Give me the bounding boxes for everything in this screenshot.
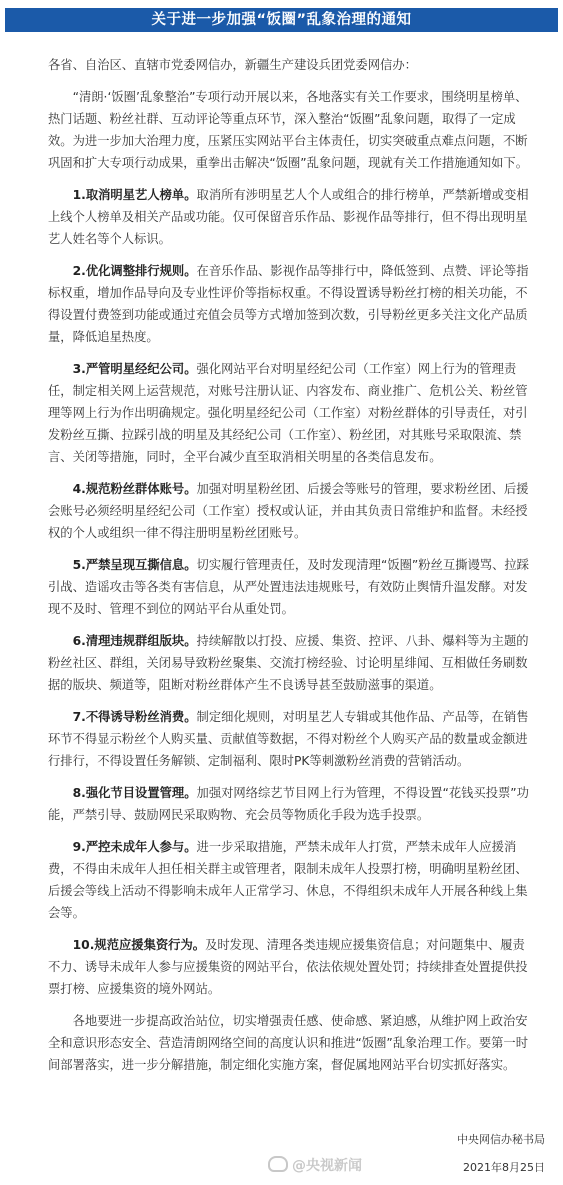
title-banner	[0, 0, 563, 40]
document-body	[48, 54, 530, 1076]
salutation: 各省、自治区、直辖市党委网信办，新疆生产建设兵团党委网信办：	[48, 58, 417, 72]
measure-text: 取消所有涉明星艺人个人或组合的排行榜单，严禁新增或变相上线个人榜单及相关产品或功能。仅可保留音乐作品、影视作品等排行，但不得出现明星艺人姓名等个人标识。	[48, 188, 529, 246]
measure-item	[48, 630, 530, 696]
source-watermark	[268, 1155, 362, 1175]
measure-number: 8.	[72, 786, 86, 800]
measure-number: 1.	[72, 188, 86, 202]
measure-heading: 严管明星经纪公司。	[85, 362, 197, 376]
weibo-logo-icon	[268, 1156, 288, 1172]
measure-item	[48, 184, 530, 250]
measure-heading: 严控未成年人参与。	[85, 840, 197, 854]
measure-heading: 清理违规群组版块。	[85, 634, 197, 648]
measure-text: 强化网站平台对明星经纪公司（工作室）网上行为的管理责任，制定相关网上运营规范，对账号注册认证、内容发布、商业推广、危机公关、粉丝管理等网上行为作出明确规定。强化明星经纪公司（工作室）对粉丝群体的引导责任，对引发粉丝互撕、拉踩引战的明星及其经纪公司（工作室）、粉丝团，对其账号采取限流、禁言、关闭等措施，同时，全平台减少直至取消相关明星的各类信息发布。	[48, 362, 528, 464]
measure-number: 2.	[72, 264, 86, 278]
measure-text: 加强对明星粉丝团、后援会等账号的管理，要求粉丝团、后援会账号必须经明星经纪公司（工作室）授权或认证，并由其负责日常维护和监督。未经授权的个人或组织一律不得注册明星粉丝团账号。	[48, 482, 529, 540]
measure-item	[48, 358, 530, 468]
measure-number: 5.	[72, 558, 86, 572]
measure-heading: 优化调整排行规则。	[85, 264, 197, 278]
intro-paragraph: “清朗·‘饭圈’乱象整治”专项行动开展以来，各地落实有关工作要求，围绕明星榜单、热门话题、粉丝社群、互动评论等重点环节，深入整治“饭圈”乱象问题，取得了一定成效。为进一步加大治理力度，压紧压实网站平台主体责任，切实突破重点难点问题，不断巩固和扩大专项行动成果，重拳出击解决“饭圈”乱象问题，现就有关工作措施通知如下。	[48, 90, 529, 170]
measure-item	[48, 782, 530, 826]
measure-number: 3.	[72, 362, 86, 376]
measure-heading: 规范应援集资行为。	[94, 938, 206, 952]
measure-text: 制定细化规则，对明星艺人专辑或其他作品、产品等，在销售环节不得显示粉丝个人购买量、贡献值等数据，不得对粉丝个人购买产品的数量或金额进行排行，不得设置任务解锁、定制福利、限时PK等刺激粉丝消费的营销活动。	[48, 710, 529, 768]
measure-item	[48, 260, 530, 348]
measure-heading: 取消明星艺人榜单。	[85, 188, 197, 202]
watermark-text: @央视新闻	[292, 1158, 362, 1174]
measure-text: 持续解散以打投、应援、集资、控评、八卦、爆料等为主题的粉丝社区、群组，关闭易导致粉丝聚集、交流打榜经验、讨论明星绯闻、互相做任务刷数据的版块、频道等，阻断对粉丝群体产生不良诱导甚至鼓励滋事的渠道。	[48, 634, 529, 692]
measure-text: 进一步采取措施，严禁未成年人打赏，严禁未成年人应援消费，不得由未成年人担任相关群主或管理者，限制未成年人投票打榜，明确明星粉丝团、后援会等线上活动不得影响未成年人正常学习、休息，不得组织未成年人开展各种线上集会等。	[48, 840, 528, 920]
measure-heading: 严禁呈现互撕信息。	[85, 558, 197, 572]
measure-number: 9.	[72, 840, 86, 854]
measure-item	[48, 554, 530, 620]
measure-text: 加强对网络综艺节目网上行为管理，不得设置“花钱买投票”功能，严禁引导、鼓励网民采取购物、充会员等物质化手段为选手投票。	[48, 786, 529, 822]
measure-item	[48, 836, 530, 924]
measure-text: 切实履行管理责任，及时发现清理“饭圈”粉丝互撕谩骂、拉踩引战、造谣攻击等各类有害信息，从严处置违法违规账号，有效防止舆情升温发酵。对发现不及时、管理不到位的网站平台从重处罚。	[48, 558, 529, 616]
measure-text: 及时发现、清理各类违规应援集资信息；对问题集中、履责不力、诱导未成年人参与应援集资的网站平台，依法依规处置处罚；持续排查处置提供投票打榜、应援集资的境外网站。	[48, 938, 528, 996]
measure-number: 7.	[72, 710, 86, 724]
measure-text: 在音乐作品、影视作品等排行中，降低签到、点赞、评论等指标权重，增加作品导向及专业性评价等指标权重。不得设置诱导粉丝打榜的相关功能，不得设置付费签到功能或通过充值会员等方式增加签到次数，引导粉丝更多关注文化产品质量，降低追星热度。	[48, 264, 529, 344]
measure-heading: 不得诱导粉丝消费。	[85, 710, 197, 724]
closing-paragraph: 各地要进一步提高政治站位，切实增强责任感、使命感、紧迫感，从维护网上政治安全和意识形态安全、营造清朗网络空间的高度认识和推进“饭圈”乱象治理工作。要第一时间部署落实，进一步分解措施，制定细化实施方案，督促属地网站平台切实抓好落实。	[48, 1014, 529, 1072]
measure-heading: 规范粉丝群体账号。	[85, 482, 197, 496]
measure-number: 4.	[72, 482, 86, 496]
measure-item	[48, 706, 530, 772]
measure-item	[48, 478, 530, 544]
document-title: 关于进一步加强“饭圈”乱象治理的通知	[151, 12, 412, 28]
issuer-signature: 中央网信办秘书局	[457, 1133, 545, 1146]
measure-heading: 强化节目设置管理。	[85, 786, 197, 800]
measure-item	[48, 934, 530, 1000]
measure-number: 10.	[72, 938, 95, 952]
issue-date: 2021年8月25日	[463, 1161, 545, 1174]
measure-number: 6.	[72, 634, 86, 648]
